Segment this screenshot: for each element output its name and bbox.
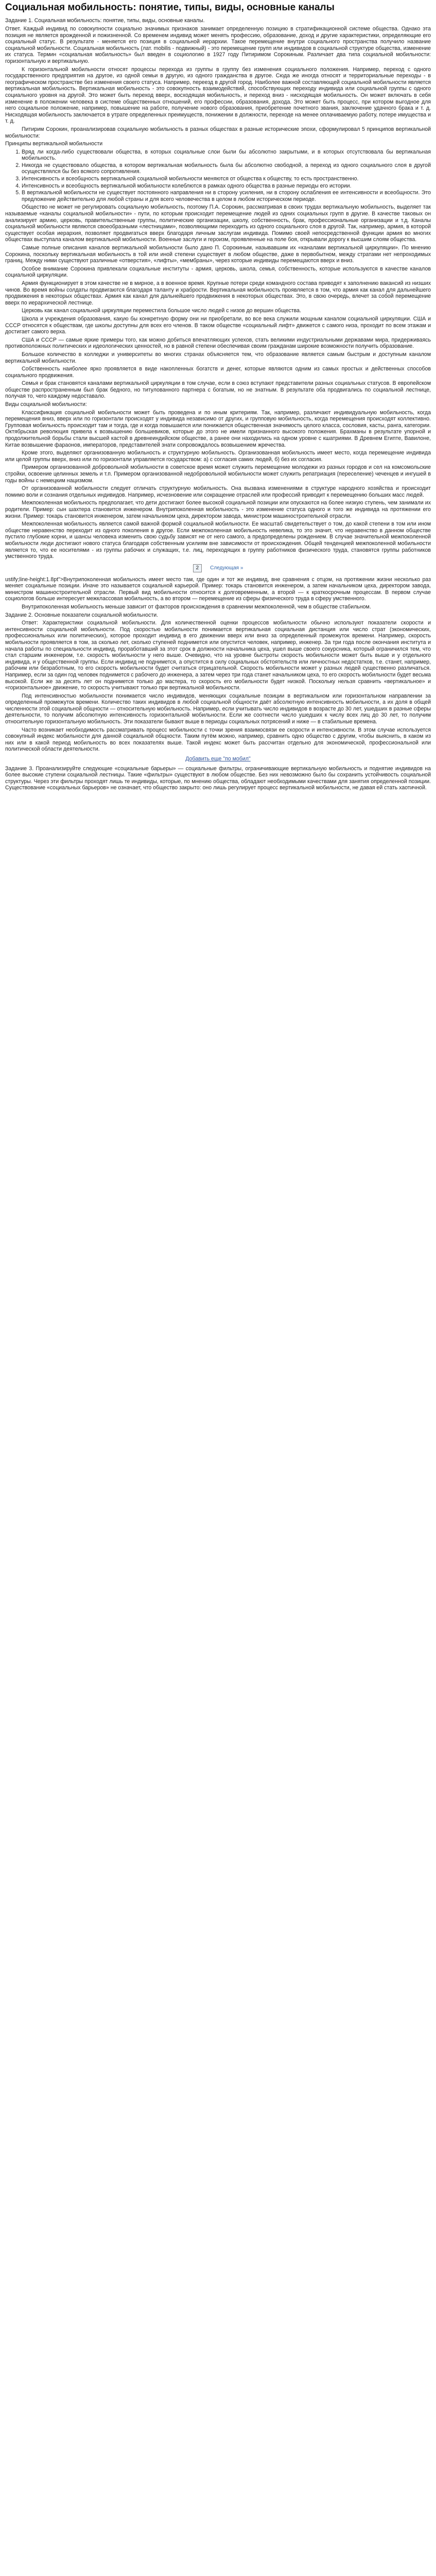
paragraph: Большое количество в колледжи и университеты во многих странах объясняется тем, что образование является самым быстрым и доступным каналом вертикальной мобильности. (5, 351, 431, 364)
bottom-spacer (5, 793, 431, 798)
paragraph: США и СССР — самые яркие примеры того, как можно добиться впечатляющих успехов, стать великими индустриальными державами мира, придерживаясь противоположных политических и идеологических ценностей, но в равной степени обеспечивая своим гражданам широкие возможности получить образование. (5, 336, 431, 350)
task-heading: Задание 1. Социальная мобильность: понятие, типы, виды, основные каналы. (5, 18, 205, 24)
list-item: 4. Интенсивность и всеобщность вертикальной мобильности колеблются в рамках одного общества в разные периоды его истории. (22, 183, 431, 190)
paragraph: Межпоколенная мобильность является самой важной формой социальной мобильности. Ее масштаб свидетельствует о том, до какой степени в том или ином обществе неравенство переходит из одного поколения в другое. Если межпоколенная мобильность невелика, то это значит, что неравенство в данном обществе пустило глубокие корни, и шансы человека изменить свою судьбу зависят не от него самого, а предопределены рождением. В случае значительной межпоколенной мобильности люди достигают нового статуса благодаря собственным усилиям вне зависимости от происхождения. Общей тенденцией межпоколенной мобильности является то, что ее носителями - из группы рабочих и служащих, т.е. лиц, переходящих в группу работников физического труда, становятся группы работников умственного труда. (5, 521, 431, 560)
list-heading: Принципы вертикальной мобильности (5, 141, 103, 147)
paragraph: Ответ: Характеристики социальной мобильности. Для количественной оценки процессов мобильности обычно используют показатели скорости и интенсивности социальной мобильности. Под скоростью мобильности понимается вертикальная социальная дистанция или число страт (экономических, профессиональных или политических), которое проходит индивид в его движении вверх или вниз за определенный промежуток времени. Например, скорость мобильности проявляется в том, за сколько лет, сколько ступеней поднимется или опустится человек, например, инженер. За три года после окончания института и начала работы по специальности индивид, проработавший за этот срок в должности начальника цеха, ушел выше своего сокурсника, который ограничился тем, что стал старшим инженером, т.е. скорость мобильности у него выше. Очевидно, что на уровне быстроты скорость мобильности может быть выше и у отдельного индивида, и у общественной группы. Если индивид не поднимется, а опустится в силу социальных обстоятельств или личностных недостатков, т.е. станет, например, рабочим или безработным, то его скорость мобильности будет считаться отрицательной. Скорость мобильности может у разных людей существенно различаться. Например, если за один год человек поднимется с рабочего до инженера, а затем через три года станет начальником цеха, то его скорость мобильности будет весьма высокой. Если же за десять лет он поднимется только до мастера, то скорость его мобильности будет низкой. Поскольку нельзя сравнить «вертикальное» и «горизонтальное» движение, то скорость учитывают только при вертикальной мобильности. (5, 620, 431, 691)
paragraph: К горизонтальной мобильности относят процессы перехода из группы в группу без изменения социального положения. Например, переход с одного государственного предприятия на другое, из одной семьи в другую, из одного гражданства в другое. Сюда же иногда относят и территориальные переходы - в географическом пространстве без изменения своего статуса. Например, переезд в другой город. Наиболее важной составляющей социальной мобильности является вертикальная мобильность. Вертикальная мобильность - это совокупность взаимодействий, способствующих переходу индивида или социальной группы с одного социального уровня на другой. Это может быть переход вверх, восходящая мобильность, и переход вниз - нисходящая мобильность. Он может включать в себя изменение в положении человека в системе общественных отношений, его профессии, образования, дохода. Это может быть процесс, при котором выгодное для него социальное положение, например, повышение на работе, получение нового образования, приобретение почетного звания, заключение удачного брака и т. д. Нисходящая мобильность заключается в утрате определенных преимуществ, понижении в должности, переходе на менее оплачиваемую работу, потере имущества и т. д. (5, 66, 431, 125)
paragraph: Армия функционирует в этом качестве не в мирное, а в военное время. Крупные потери среди командного состава приводят к заполнению вакансий из низших чинов. Во время войны солдаты продвигаются благодаря таланту и храбрости. Вертикальная мобильность проявляется в том, что армия как канал для дальнейшего продвижения в некоторых обществах. Армия как канал для дальнейшего продвижения в некоторых обществах. Это, в свою очередь, влечет за собой перемещение вверх по иерархической лестнице. (5, 280, 431, 306)
list-item: 1. Вряд ли когда-либо существовали общества, в которых социальные слои были бы абсолютно закрытыми, и в которых отсутствовала бы вертикальная мобильность. (22, 149, 431, 162)
pagination (5, 564, 431, 572)
list-item: 3. Интенсивность и всеобщность вертикальной социальной мобильности меняются от общества к обществу, то есть пространственно. (22, 176, 431, 182)
paragraph: Питирим Сорокин, проанализировав социальную мобильность в разных обществах в разные исторические эпохи, сформулировал 5 принципов вертикальной мобильности: (5, 126, 431, 139)
paragraph: Классификация социальной мобильности может быть проведена и по иным критериям. Так, например, различают индивидуальную мобильность, когда перемещения вниз, вверх или по горизонтали происходят у индивида независимо от других, и групповую мобильность, когда перемещения происходят коллективно. Групповая мобильность происходит там и тогда, где и когда повышается или понижается общественная значимость целого класса, сословия, касты, ранга, категории. Октябрьская революция привела к возвышению большевиков, которые до этого не имели признанного высокого положения. Брахманы в результате упорной и продолжительной борьбы стали высшей кастой в древнеиндийском обществе, а ранее они находились на одном уровне с кшатриями. В Древнем Египте, Вавилоне, Китае возвышение фараонов, императоров, представителей знати сопровождалось возвышением жречества. (5, 409, 431, 448)
page-number[interactable]: 2 (193, 564, 202, 572)
paragraph: Самые полные описания каналов вертикальной мобильности было дано П. Сорокиным, называвшим их «каналами вертикальной циркуляции». По мнению Сорокина, поскольку вертикальная мобильность в той или иной степени существует в любом обществе, даже в первобытном, между стратами нет непроходимых границ. Между ними существуют различные «отверстия», «лифты», «мембраны», через которые индивиды перемещаются вверх и вниз. (5, 245, 431, 264)
paragraph: Ответ. Каждый индивид по совокупности социально значимых признаков занимает определенную позицию в стратификационной системе общества. Однако эта позиция не является врожденной и пожизненной. Со временем индивид может менять профессию, образование, доход и другие характеристики, определяющие его социальный статус. В результате - меняется его позиция в социальной иерархии. Такое перемещение внутри социального пространства получило название социальной мобильности. Социальная мобильность (лат. mobilis - подвижный) - это перемещение групп или индивидов в социальной структуре общества, изменение их статуса. Термин «социальная мобильность» был введен в социологию в 1927 году Питиримом Сорокиным. Различает два типа социальной мобильности: горизонтальную и вертикальную. (5, 26, 431, 64)
paragraph: Семья и брак становятся каналами вертикальной циркуляции в том случае, если в союз вступают представители разных социальных статусов. В европейском обществе распространенным был брак бедного, но титулованного партнера с богатым, но не знатным. В результате оба продвигались по социальной лестнице, получая то, чего каждому недоставало. (5, 380, 431, 400)
task-heading: Задание 2. Основные показатели социальной мобильности. (5, 612, 159, 618)
list-item: 5. В вертикальной мобильности не существует постоянного направления ни в сторону усиления, ни в сторону ослабления ее интенсивности и всеобщности. Это предложение действительно для любой страны и для всего человечества в целом в любом историческом периоде. (22, 190, 431, 202)
next-page-link[interactable]: Следующая » (210, 565, 243, 571)
paragraph: Межпоколенная мобильность предполагает, что дети достигают более высокой социальной позиции или опускаются на более низкую ступень, чем занимали их родители. Пример: сын шахтера становится инженером. Внутрипоколенная мобильность - это изменение статуса одного и того же индивида на протяжении его жизни. Пример: токарь становится инженером, затем начальником цеха, директором завода, министром машиностроительной отрасли. (5, 500, 431, 519)
add-more-link[interactable]: Добавить еще "по мобил" (185, 756, 251, 762)
paragraph: Церковь как канал социальной циркуляции переместила большое число людей с низов до вершин общества. (22, 308, 301, 314)
paragraph: Примером организованной добровольной мобильности в советское время может служить перемещение молодежи из разных городов и сел на комсомольские стройки, освоение целинных земель и т.п. Примером организованной недобровольной мобильности может служить репатриация (переселение) чеченцев и ингушей в годы войны с немецким нацизмом. (5, 464, 431, 484)
paragraph: Кроме этого, выделяют организованную мобильность и структурную мобильность. Организованная мобильность имеет место, когда перемещение индивида или целой группы вверх, вниз или по горизонтали управляется государством: а) с согласия самих людей, б) без их согласия. (5, 450, 431, 463)
page-title: Социальная мобильность: понятие, типы, виды, основные каналы (5, 2, 335, 13)
document (0, 0, 436, 798)
paragraph: ustify;line-height:1.8pt">Внутрипоколенная мобильность имеет место там, где один и тот же индивид, вне сравнения с отцом, на протяжении жизни несколько раз меняет социальные позиции. Иначе это называется социальной карьерой. Пример: токарь становится инженером, а затем начальником цеха, директором завода, министром машиностроительной отрасли. Первый вид мобильности относится к долговременным, а второй — к краткосрочным процессам. В первом случае социологов больше интересует межклассовая мобильность, а во втором — перемещение из сферы физического труда в сферу умственного. (5, 576, 431, 602)
principles-list (5, 149, 431, 203)
paragraph: Внутрипоколенная мобильность меньше зависит от факторов происхождения в сравнении межпоколенной, чем в обществе стабильном. (22, 603, 371, 610)
paragraph: Собственность наиболее ярко проявляется в виде накопленных богатств и денег, которые являются одним из самых простых и действенных способов социального продвижения. (5, 366, 431, 379)
paragraph: Часто возникает необходимость рассматривать процесс мобильности с точки зрения взаимосвязи ее скорости и интенсивности. В этом случае используется совокупный индекс мобильности для данной социальной общности. Таким путём можно, например, сравнить одно общество с другим, чтобы выяснить, в каком из них или в какой период мобильность во всех показателях выше. Такой индекс может быть рассчитан отдельно для экономической, профессиональной или политической области деятельности. (5, 726, 431, 753)
paragraph: Школа и учреждения образования, какую бы конкретную форму они ни приобретали, во все века служили мощным каналом социальной циркуляции. США и СССР относятся к обществам, где школы доступны для всех его членов. В таком обществе «социальный лифт» движется с самого низа, проходит по всем этажам и достигает самого верха. (5, 315, 431, 335)
paragraph: Общество не может не регулировать социальную мобильность, поэтому П.А. Сорокин, рассматривая в своих трудах вертикальную мобильность, выделяет так называемые «каналы социальной мобильности» - пути, по которым происходит перемещение людей из одних социальных групп в другие. В качестве таковых он анализирует армию, церковь, правительственные группы, политические организации, школу, собственность, брак, профессиональные организации и т.д. Каналы социальной мобильности являются своеобразными «лестницами», позволяющими переходить из одного социального слоя в другой. Так, например, армия, в которой существует особая иерархия, позволяет продвигаться вверх благодаря личным заслугам индивида. Помимо своей непосредственной функции армия во многих обществах выступала каналом вертикальной мобильности. Военные заслуги и героизм, проявленные на поле боя, открывали дорогу к высшим слоям общества. (5, 204, 431, 243)
paragraph: Под интенсивностью мобильности понимается число индивидов, меняющих социальные позиции в вертикальном или горизонтальном направлении за определенный промежуток времени. Количество таких индивидов в любой социальной общности даёт абсолютную интенсивность мобильности, а их доля в общей численности этой социальной общности — относительную мобильность. Например, если учитывать число индивидов в возрасте до 30 лет, ушедших в разные сферы деятельности, то получим абсолютную интенсивность горизонтальной мобильности. Если же соотнести число ушедших к числу всех лиц до 30 лет, то получим относительную горизонтальную мобильность. Эти показатели бывают выше в периоды социальных потрясений и ниже — в стабильные времена. (5, 692, 431, 725)
paragraph: От организованной мобильности следует отличать структурную мобильность. Она вызвана изменениями в структуре народного хозяйства и происходит помимо воли и сознания отдельных индивидов. Например, исчезновение или сокращение отраслей или профессий приводит к перемещению больших масс людей. (5, 485, 431, 498)
paragraph: Особое внимание Сорокина привлекали социальные институты - армия, церковь, школа, семья, собственность, которые используются в качестве каналов социальной циркуляции. (5, 265, 431, 279)
list-item: 2. Никогда не существовало общества, в котором вертикальная мобильность была бы абсолютно свободной, а переход из одного социального слоя в другой осуществлялся бы без всякого сопротивления. (22, 162, 431, 175)
paragraph: Задание 3. Проанализируйте следующие «социальные барьеры» — социальные фильтры, ограничивающие вертикальную мобильность и поднятие индивидов на более высокие ступени социальной лестницы. Такие «фильтры» существуют в любом обществе. Без них невозможно было бы сохранить устойчивость социальной структуры. Через эти фильтры проходят лишь те индивиды, которые, по мнению общества, обладают необходимыми качествами для занятия определенной позиции. Существование «социальных барьеров» не означает, что общество закрыто: оно лишь регулирует процесс вертикальной мобильности, не давая ей стать хаотичной. (5, 765, 431, 791)
section-heading: Виды социальной мобильности: (5, 401, 87, 408)
